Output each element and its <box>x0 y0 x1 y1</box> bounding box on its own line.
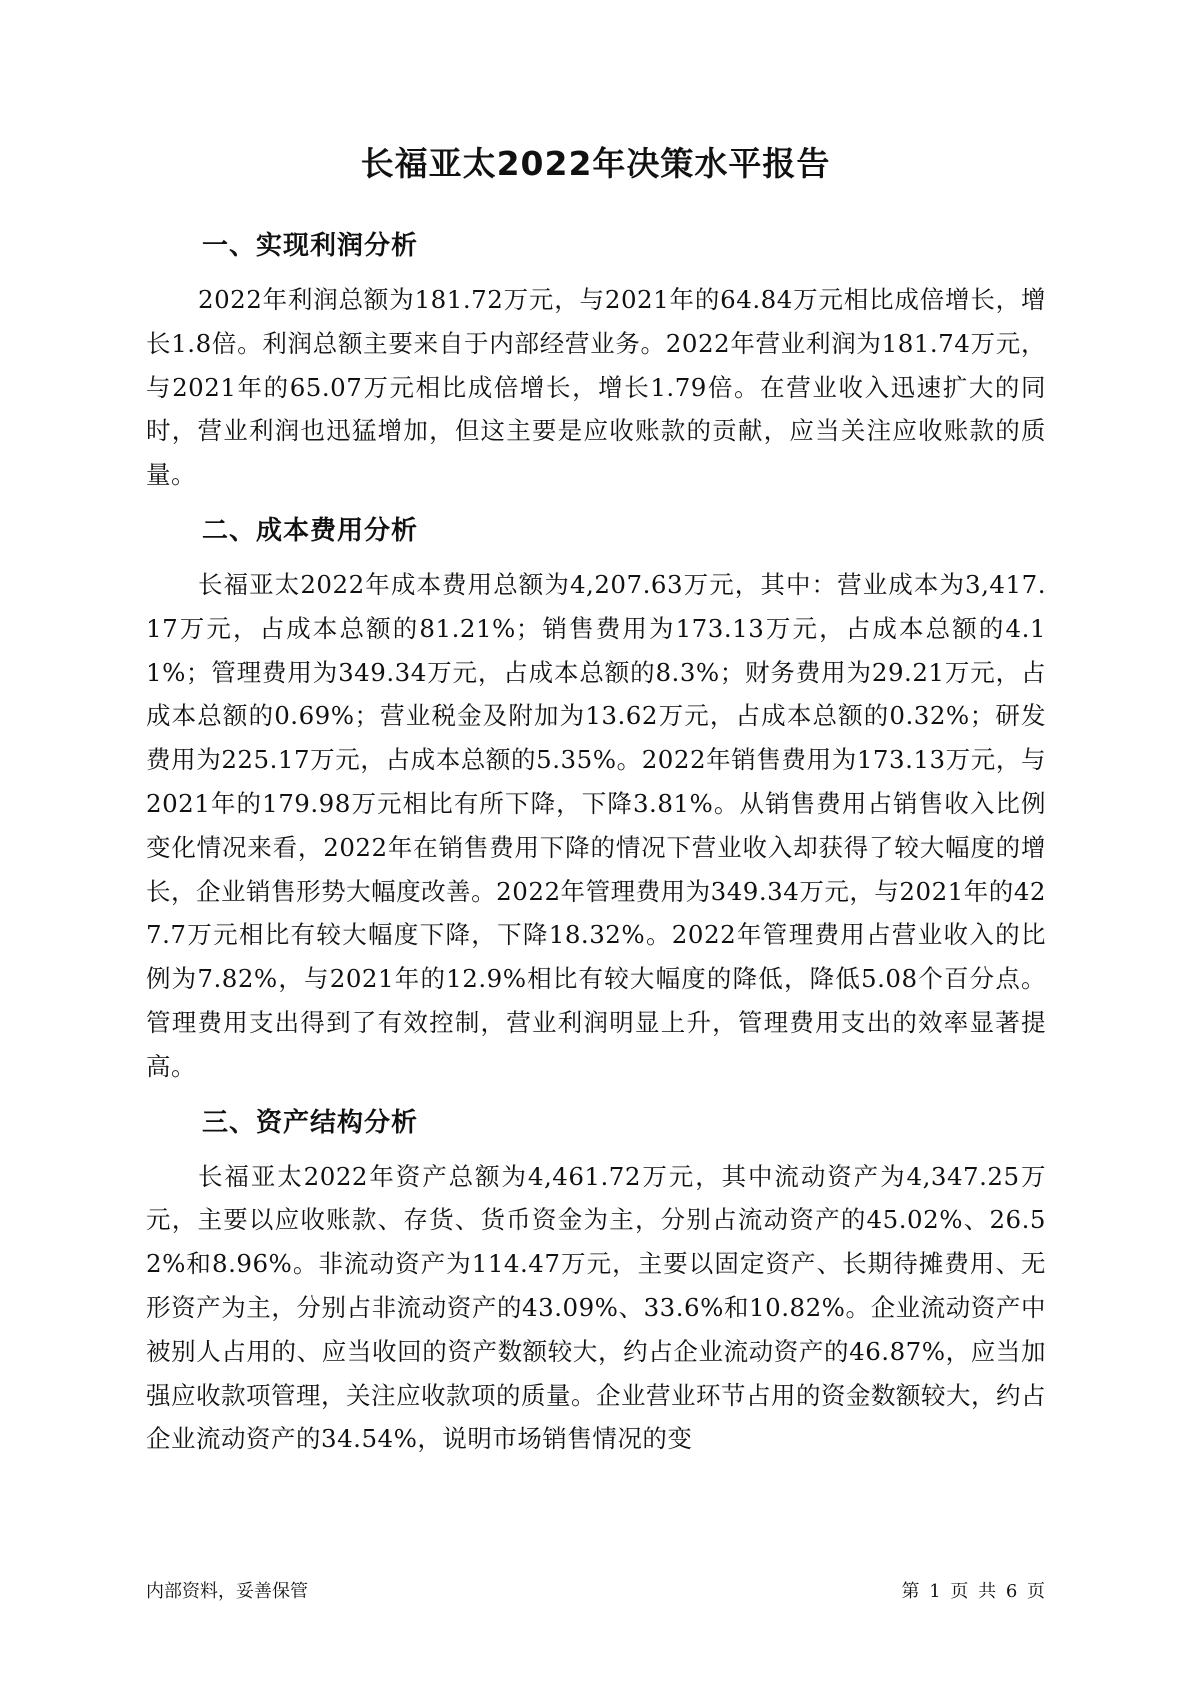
document-title: 长福亚太2022年决策水平报告 <box>360 144 831 183</box>
section-paragraph: 2022年利润总额为181.72万元，与2021年的64.84万元相比成倍增长，增长1.8倍。利润总额主要来自于内部经营业务。2022年营业利润为181.74万元，与2021年的65.07万元相比成倍增长，增长1.79倍。在营业收入迅速扩大的同时，营业利润也迅猛增加，但这主要是应收账款的贡献，应当关注应收账款的质量。 <box>146 285 1046 490</box>
section-heading: 一、实现利润分析 <box>202 231 419 261</box>
section-paragraph: 长福亚太2022年成本费用总额为4,207.63万元，其中：营业成本为3,417.17万元，占成本总额的81.21%；销售费用为173.13万元，占成本总额的4.11%；管理费用为349.34万元，占成本总额的8.3%；财务费用为29.21万元，占成本总额的0.69%；营业税金及附加为13.62万元，占成本总额的0.32%；研发费用为225.17万元，占成本总额的5.35%。2022年销售费用为173.13万元，与2021年的179.98万元相比有所下降，下降3.81%。从销售费用占销售收入比例变化情况来看，2022年在销售费用下降的情况下营业收入却获得了较大幅度的增长，企业销售形势大幅度改善。2022年管理费用为349.34万元，与2021年的427.7万元相比有较大幅度下降，下降18.32%。2022年管理费用占营业收入的比例为7.82%，与2021年的12.9%相比有较大幅度的降低，降低5.08个百分点。管理费用支出得到了有效控制，营业利润明显上升，管理费用支出的效率显著提高。 <box>146 569 1046 1081</box>
section-heading: 二、成本费用分析 <box>202 515 419 546</box>
footer-page-number: 第 1 页 共 6 页 <box>901 1581 1045 1602</box>
footer-confidential-note: 内部资料，妥善保管 <box>146 1581 308 1602</box>
document-body <box>146 222 1046 1471</box>
section-heading: 三、资产结构分析 <box>202 1107 419 1138</box>
section-profit-analysis <box>146 222 1046 497</box>
section-cost-analysis <box>146 507 1046 1089</box>
section-paragraph: 长福亚太2022年资产总额为4,461.72万元，其中流动资产为4,347.25万元，主要以应收账款、存货、货币资金为主，分别占流动资产的45.02%、26.52%和8.96%。非流动资产为114.47万元，主要以固定资产、长期待摊费用、无形资产为主，分别占非流动资产的43.09%、33.6%和10.82%。企业流动资产中被别人占用的、应当收回的资产数额较大，约占企业流动资产的46.87%，应当加强应收款项管理，关注应收款项的质量。企业营业环节占用的资金数额较大，约占企业流动资产的34.54%，说明市场销售情况的变 <box>146 1161 1046 1454</box>
section-asset-structure-analysis <box>146 1099 1046 1462</box>
